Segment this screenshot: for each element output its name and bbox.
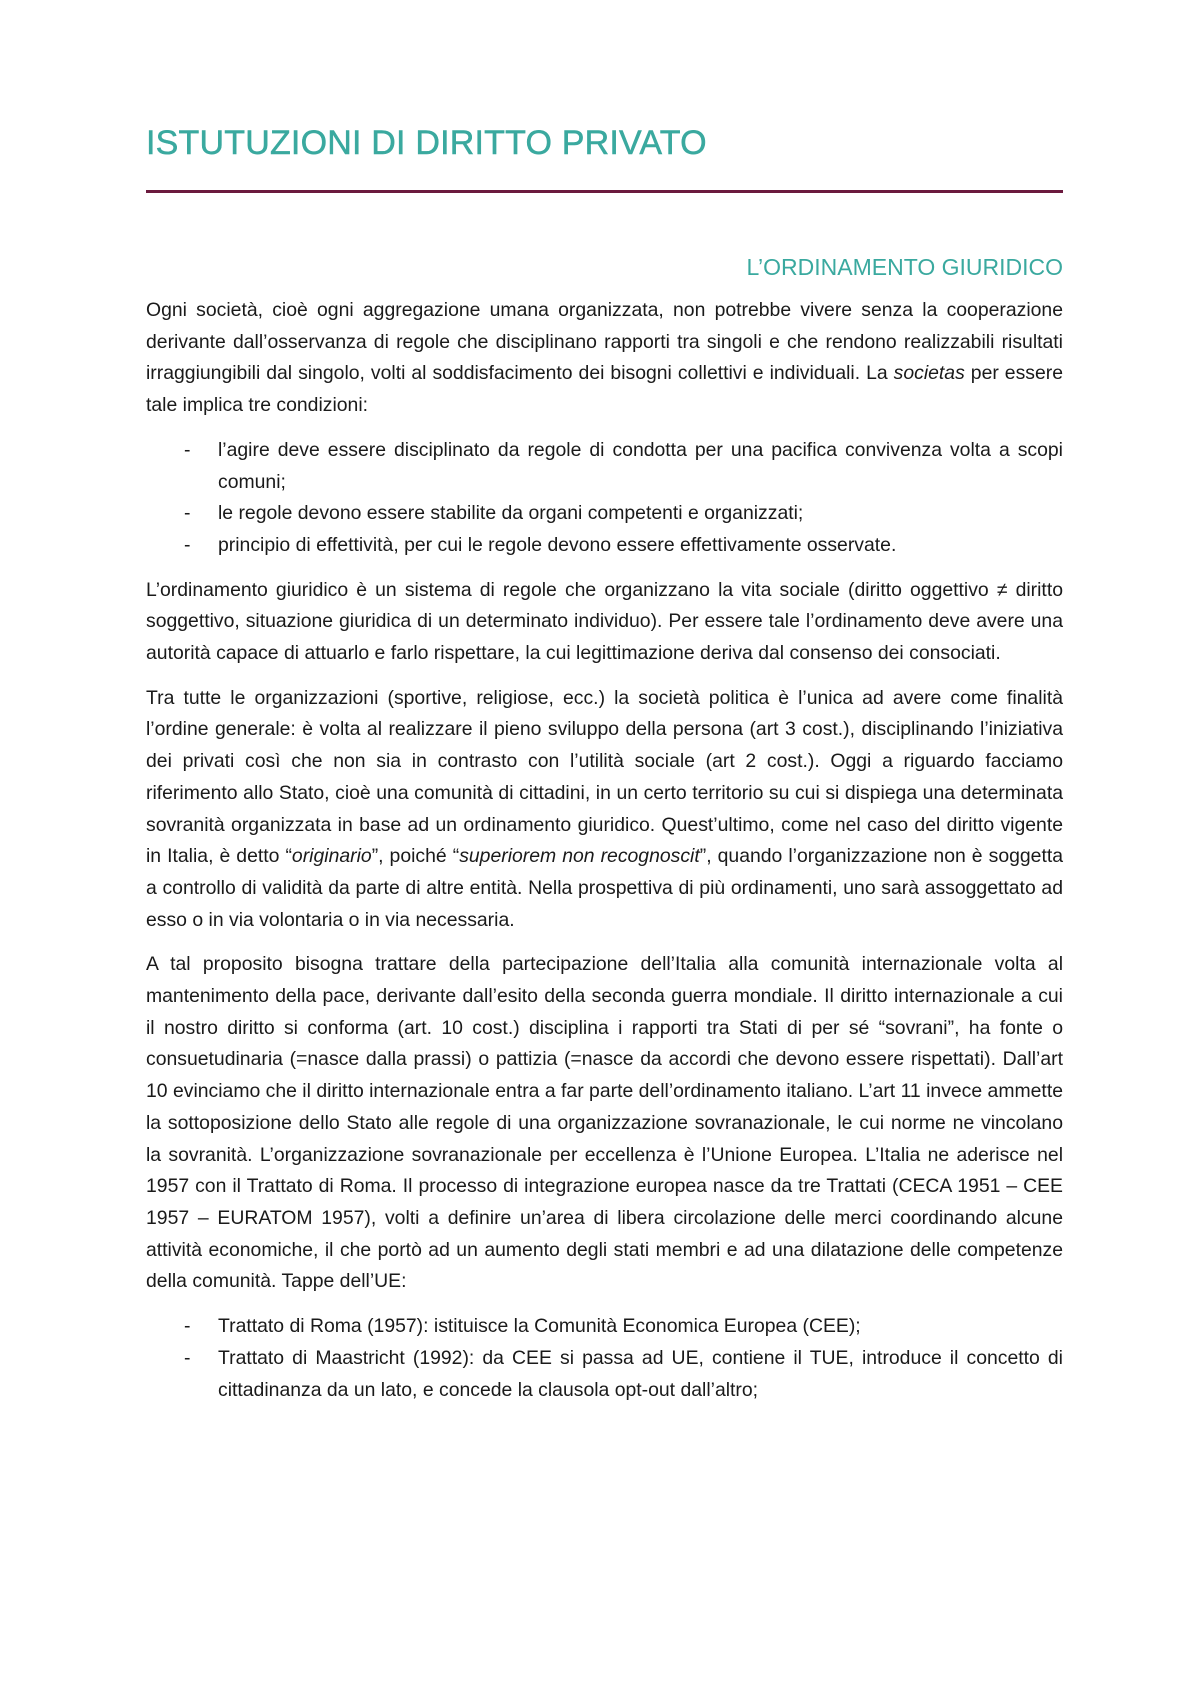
dash-bullet: - bbox=[184, 502, 191, 525]
paragraph-text: Ogni società, cioè ogni aggregazione umana organizzata, non potrebbe vivere senza la cooperazione derivante dall’osservanza di regole che disciplinano rapporti tra singoli e che rendono realizzabili risultati irraggiungibili dal singolo, volti al soddisfacimento dei bisogni collettivi e individuali. La bbox=[146, 299, 1063, 385]
list-item bbox=[146, 435, 1063, 498]
italic-term: originario bbox=[291, 845, 372, 868]
list-item bbox=[146, 1311, 1063, 1343]
list-item-text: l’agire deve essere disciplinato da regole di condotta per una pacifica convivenza volta a scopi comuni; bbox=[218, 438, 1063, 493]
list-item bbox=[146, 530, 1063, 562]
italic-term: superiorem non recognoscit bbox=[459, 845, 700, 868]
italic-term: societas bbox=[893, 362, 965, 385]
paragraph-ordinamento: L’ordinamento giuridico è un sistema di regole che organizzano la vita sociale (diritto oggettivo ≠ diritto soggettivo, situazione giuridica di un determinato individuo). Per essere tale l’ordinamento deve avere una autorità capace di attuarlo e farlo rispettare, la cui legittimazione deriva dal consenso dei consociati. bbox=[146, 578, 1063, 665]
title-divider bbox=[146, 190, 1063, 193]
paragraph-text: ”, poiché “ bbox=[371, 845, 460, 868]
list-item-text: le regole devono essere stabilite da organi competenti e organizzati; bbox=[218, 502, 804, 525]
dash-bullet: - bbox=[184, 1346, 191, 1369]
eu-milestones-list bbox=[146, 1311, 1063, 1406]
dash-bullet: - bbox=[184, 1315, 191, 1338]
conditions-list bbox=[146, 435, 1063, 562]
paragraph-text: ”, quando l’organizzazione non è soggetta a controllo di validità da parte di altre entità. Nella prospettiva di più ordinamenti, uno sarà assoggettato ad esso o in via volontaria o in via necessaria. bbox=[146, 845, 1064, 931]
paragraph-societa-politica bbox=[146, 683, 1063, 937]
list-item-text: principio di effettività, per cui le regole devono essere effettivamente osservate. bbox=[218, 533, 897, 556]
dash-bullet: - bbox=[184, 438, 191, 461]
list-item bbox=[146, 498, 1063, 530]
paragraph-comunita-internazionale: A tal proposito bisogna trattare della partecipazione dell’Italia alla comunità internazionale volta al mantenimento della pace, derivante dall’esito della seconda guerra mondiale. Il diritto internazionale a cui il nostro diritto si conforma (art. 10 cost.) disciplina i rapporti tra Stati di per sé “sovrani”, ha fonte o consuetudinaria (=nasce dalla prassi) o pattizia (=nasce da accordi che devono essere rispettati). Dall’art 10 evinciamo che il diritto internazionale entra a far parte dell’ordinamento italiano. L’art 11 invece ammette la sottoposizione dello Stato alle regole di una organizzazione sovranazionale, le cui norme ne vincolano la sovranità. L’organizzazione sovranazionale per eccellenza è l’Unione Europea. L’Italia ne aderisce nel 1957 con il Trattato di Roma. Il processo di integrazione europea nasce da tre Trattati (CECA 1951 – CEE 1957 – EURATOM 1957), volti a definire un’area di libera circolazione delle merci coordinando alcune attività economiche, il che portò ad un aumento degli stati membri e ad una dilatazione delle competenze della comunità. Tappe dell’UE: bbox=[146, 953, 1063, 1293]
paragraph-societa bbox=[146, 295, 1063, 422]
document-title: ISTUTUZIONI DI DIRITTO PRIVATO bbox=[146, 124, 707, 162]
list-item-text: Trattato di Roma (1957): istituisce la Comunità Economica Europea (CEE); bbox=[218, 1315, 861, 1338]
paragraph-text: per essere tale implica tre condizioni: bbox=[146, 362, 1063, 417]
dash-bullet: - bbox=[184, 533, 191, 556]
section-heading: L’ORDINAMENTO GIURIDICO bbox=[746, 254, 1063, 280]
list-item-text: Trattato di Maastricht (1992): da CEE si passa ad UE, contiene il TUE, introduce il concetto di cittadinanza da un lato, e concede la clausola opt-out dall’altro; bbox=[218, 1346, 1063, 1401]
list-item bbox=[146, 1343, 1063, 1406]
paragraph-text: Tra tutte le organizzazioni (sportive, religiose, ecc.) la società politica è l’unica ad avere come finalità l’ordine generale: è volta al realizzare il pieno sviluppo della persona (art 3 cost.), disciplinando l’iniziativa dei privati così che non sia in contrasto con l’utilità sociale (art 2 cost.). Oggi a riguardo facciamo riferimento allo Stato, cioè una comunità di cittadini, in un certo territorio su cui si dispiega una determinata sovranità organizzata in base ad un ordinamento giuridico. Quest’ultimo, come nel caso del diritto vigente in Italia, è detto “ bbox=[146, 686, 1063, 868]
